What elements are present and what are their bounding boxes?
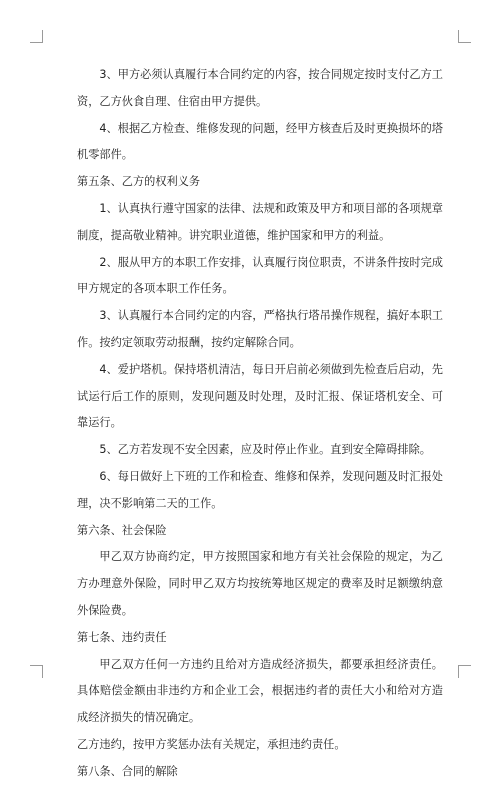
- crop-mark-bottom-left: [30, 665, 43, 678]
- heading-article-8: 第八条、合同的解除: [77, 764, 178, 778]
- heading-article-5: 第五条、乙方的权利义务: [77, 175, 201, 189]
- paragraph-article-7-body: 甲乙双方任何一方违约且给对方造成经济损失，都要承担经济责任。具体赔偿金额由非违约方和企业工会，根据违约者的责任大小和给对方造成经济损失的情况确定。: [77, 657, 443, 725]
- paragraph-article-5-item-4: 4、爱护塔机。保持塔机清洁，每日开启前必须做到先检查后启动，先试运行后工作的原则，发现问题及时处理，及时汇报、保证塔机安全、可靠运行。: [77, 362, 443, 430]
- paragraph-article-5-item-6: 6、每日做好上下班的工作和检查、维修和保养，发现问题及时汇报处理，决不影响第二天的工作。: [77, 469, 443, 510]
- paragraph-article-5-item-1: 1、认真执行遵守国家的法律、法规和政策及甲方和项目部的各项规章制度，提高敬业精神。讲究职业道德，维护国家和甲方的利益。: [77, 201, 443, 242]
- paragraph-article-6-body: 甲乙双方协商约定，甲方按照国家和地方有关社会保险的规定，为乙方办理意外保险，同时甲乙双方均按统筹地区规定的费率及时足额缴纳意外保险费。: [77, 550, 443, 617]
- document-body: [77, 62, 443, 786]
- paragraph-article-7-party-b: 乙方违约，按甲方奖惩办法有关规定，承担违约责任。: [77, 737, 346, 751]
- heading-article-7: 第七条、违约责任: [77, 630, 167, 644]
- crop-mark-top-right: [458, 30, 471, 43]
- heading-article-6: 第六条、社会保险: [77, 523, 167, 537]
- paragraph-clause-4-item-3: 3、甲方必须认真履行本合同约定的内容，按合同规定按时支付乙方工资，乙方伙食自理、住宿由甲方提供。: [77, 68, 443, 108]
- crop-mark-bottom-right: [458, 665, 471, 678]
- paragraph-article-5-item-2: 2、服从甲方的本职工作安排，认真履行岗位职责，不讲条件按时完成甲方规定的各项本职工作任务。: [77, 255, 443, 296]
- crop-mark-top-left: [30, 30, 43, 43]
- paragraph-clause-4-item-4: 4、根据乙方检查、维修发现的问题，经甲方核查后及时更换损坏的塔机零部件。: [77, 121, 443, 162]
- paragraph-article-5-item-3: 3、认真履行本合同约定的内容，严格执行塔吊操作规程，搞好本职工作。按约定领取劳动报酬，按约定解除合同。: [77, 309, 443, 349]
- paragraph-article-5-item-5: 5、乙方若发现不安全因素，应及时停止作业。直到安全障碍排除。: [99, 443, 431, 457]
